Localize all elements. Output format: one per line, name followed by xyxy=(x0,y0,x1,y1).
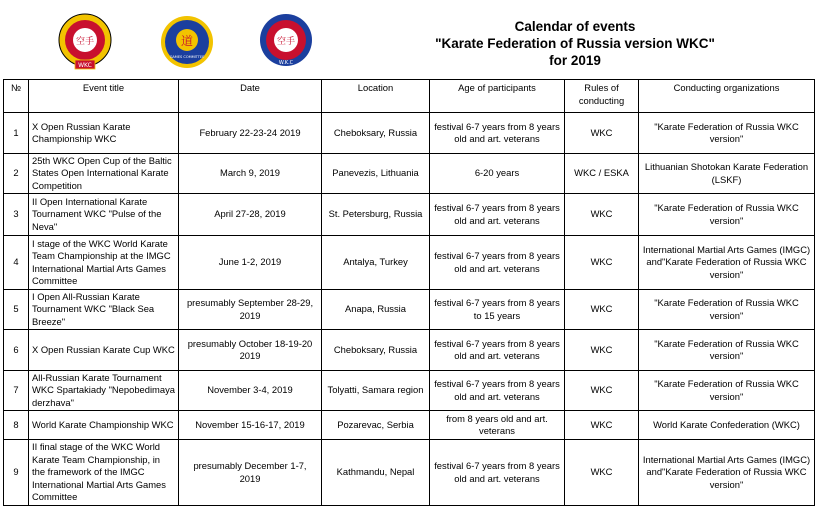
event-rules: WKC xyxy=(565,290,639,330)
event-age: festival 6-7 years from 8 years old and art. veterans xyxy=(430,440,565,506)
event-organization: World Karate Confederation (WKC) xyxy=(639,411,815,440)
event-organization: "Karate Federation of Russia WKC version" xyxy=(639,290,815,330)
event-age: festival 6-7 years from 8 years old and art. veterans xyxy=(430,371,565,411)
event-rules: WKC xyxy=(565,411,639,440)
event-rules: WKC / ESKA xyxy=(565,154,639,194)
event-organization: International Martial Arts Games (IMGC) and"Karate Federation of Russia WKC version" xyxy=(639,440,815,506)
event-date: presumably September 28-29, 2019 xyxy=(179,290,322,330)
event-age: festival 6-7 years from 8 years old and art. veterans xyxy=(430,236,565,290)
event-date: March 9, 2019 xyxy=(179,154,322,194)
event-location: Kathmandu, Nepal xyxy=(322,440,430,506)
table-row xyxy=(4,330,815,371)
title-line-2: "Karate Federation of Russia version WKC" xyxy=(435,36,715,51)
table-row xyxy=(4,371,815,411)
events-table xyxy=(3,79,815,506)
event-age: from 8 years old and art. veterans xyxy=(430,411,565,440)
event-location: Panevezis, Lithuania xyxy=(322,154,430,194)
table-row xyxy=(4,194,815,236)
event-title: I Open All-Russian Karate Tournament WKC "Black Sea Breeze" xyxy=(29,290,179,330)
row-number: 2 xyxy=(4,154,29,194)
event-organization: International Martial Arts Games (IMGC) and"Karate Federation of Russia WKC version" xyxy=(639,236,815,290)
row-number: 9 xyxy=(4,440,29,506)
wkc-emblem-icon xyxy=(259,12,313,72)
event-organization: "Karate Federation of Russia WKC version" xyxy=(639,113,815,154)
row-number: 4 xyxy=(4,236,29,290)
column-header-rules: Rules of conducting xyxy=(565,80,639,113)
event-age: festival 6-7 years from 8 years to 15 years xyxy=(430,290,565,330)
svg-text:GAMES COMMITTEE: GAMES COMMITTEE xyxy=(169,55,205,59)
column-header-event: Event title xyxy=(29,80,179,113)
table-header-row xyxy=(4,80,815,113)
column-header-date: Date xyxy=(179,80,322,113)
event-age: festival 6-7 years from 8 years old and art. veterans xyxy=(430,194,565,236)
event-location: Tolyatti, Samara region xyxy=(322,371,430,411)
event-date: presumably December 1-7, 2019 xyxy=(179,440,322,506)
event-rules: WKC xyxy=(565,113,639,154)
row-number: 1 xyxy=(4,113,29,154)
title-line-3: for 2019 xyxy=(549,53,601,68)
row-number: 7 xyxy=(4,371,29,411)
event-age: festival 6-7 years from 8 years old and art. veterans xyxy=(430,113,565,154)
event-title: II final stage of the WKC World Karate Team Championship, in the framework of the IMGC International Martial Arts Games Committee xyxy=(29,440,179,506)
table-row xyxy=(4,113,815,154)
row-number: 3 xyxy=(4,194,29,236)
event-date: November 15-16-17, 2019 xyxy=(179,411,322,440)
event-organization: "Karate Federation of Russia WKC version" xyxy=(639,330,815,371)
row-number: 5 xyxy=(4,290,29,330)
federation-emblem-icon xyxy=(58,12,112,72)
event-location: Cheboksary, Russia xyxy=(322,330,430,371)
table-row xyxy=(4,440,815,506)
column-header-number: № xyxy=(4,80,29,113)
row-number: 6 xyxy=(4,330,29,371)
event-rules: WKC xyxy=(565,440,639,506)
svg-text:空手: 空手 xyxy=(276,37,296,47)
event-title: World Karate Championship WKC xyxy=(29,411,179,440)
page-title xyxy=(430,18,720,69)
column-header-location: Location xyxy=(322,80,430,113)
event-date: February 22-23-24 2019 xyxy=(179,113,322,154)
event-rules: WKC xyxy=(565,194,639,236)
event-location: Anapa, Russia xyxy=(322,290,430,330)
event-title: II Open International Karate Tournament WKC "Pulse of the Neva" xyxy=(29,194,179,236)
event-rules: WKC xyxy=(565,371,639,411)
event-date: presumably October 18-19-20 2019 xyxy=(179,330,322,371)
event-organization: "Karate Federation of Russia WKC version" xyxy=(639,194,815,236)
table-row xyxy=(4,236,815,290)
event-location: Pozarevac, Serbia xyxy=(322,411,430,440)
event-location: St. Petersburg, Russia xyxy=(322,194,430,236)
event-age: 6-20 years xyxy=(430,154,565,194)
event-date: November 3-4, 2019 xyxy=(179,371,322,411)
event-date: April 27-28, 2019 xyxy=(179,194,322,236)
event-rules: WKC xyxy=(565,236,639,290)
header xyxy=(0,0,817,80)
event-organization: "Karate Federation of Russia WKC version" xyxy=(639,371,815,411)
event-title: I stage of the WKC World Karate Team Championship at the IMGC International Martial Arts Games Committee xyxy=(29,236,179,290)
event-location: Cheboksary, Russia xyxy=(322,113,430,154)
event-title: X Open Russian Karate Championship WKC xyxy=(29,113,179,154)
svg-text:WKC: WKC xyxy=(78,62,92,69)
event-age: festival 6-7 years from 8 years old and art. veterans xyxy=(430,330,565,371)
column-header-organizations: Conducting organizations xyxy=(639,80,815,113)
row-number: 8 xyxy=(4,411,29,440)
table-row xyxy=(4,290,815,330)
event-date: June 1-2, 2019 xyxy=(179,236,322,290)
table-row xyxy=(4,154,815,194)
event-organization: Lithuanian Shotokan Karate Federation (LSKF) xyxy=(639,154,815,194)
svg-text:道: 道 xyxy=(180,34,194,48)
column-header-age: Age of participants xyxy=(430,80,565,113)
imgc-emblem-icon xyxy=(160,12,214,72)
title-line-1: Calendar of events xyxy=(514,19,636,34)
svg-text:W.K.C: W.K.C xyxy=(278,60,294,66)
event-title: 25th WKC Open Cup of the Baltic States Open International Karate Competition xyxy=(29,154,179,194)
event-location: Antalya, Turkey xyxy=(322,236,430,290)
svg-text:空手: 空手 xyxy=(75,37,95,47)
event-title: All-Russian Karate Tournament WKC Spartakiady "Nepobedimaya derzhava" xyxy=(29,371,179,411)
event-title: X Open Russian Karate Cup WKC xyxy=(29,330,179,371)
event-rules: WKC xyxy=(565,330,639,371)
table-row xyxy=(4,411,815,440)
